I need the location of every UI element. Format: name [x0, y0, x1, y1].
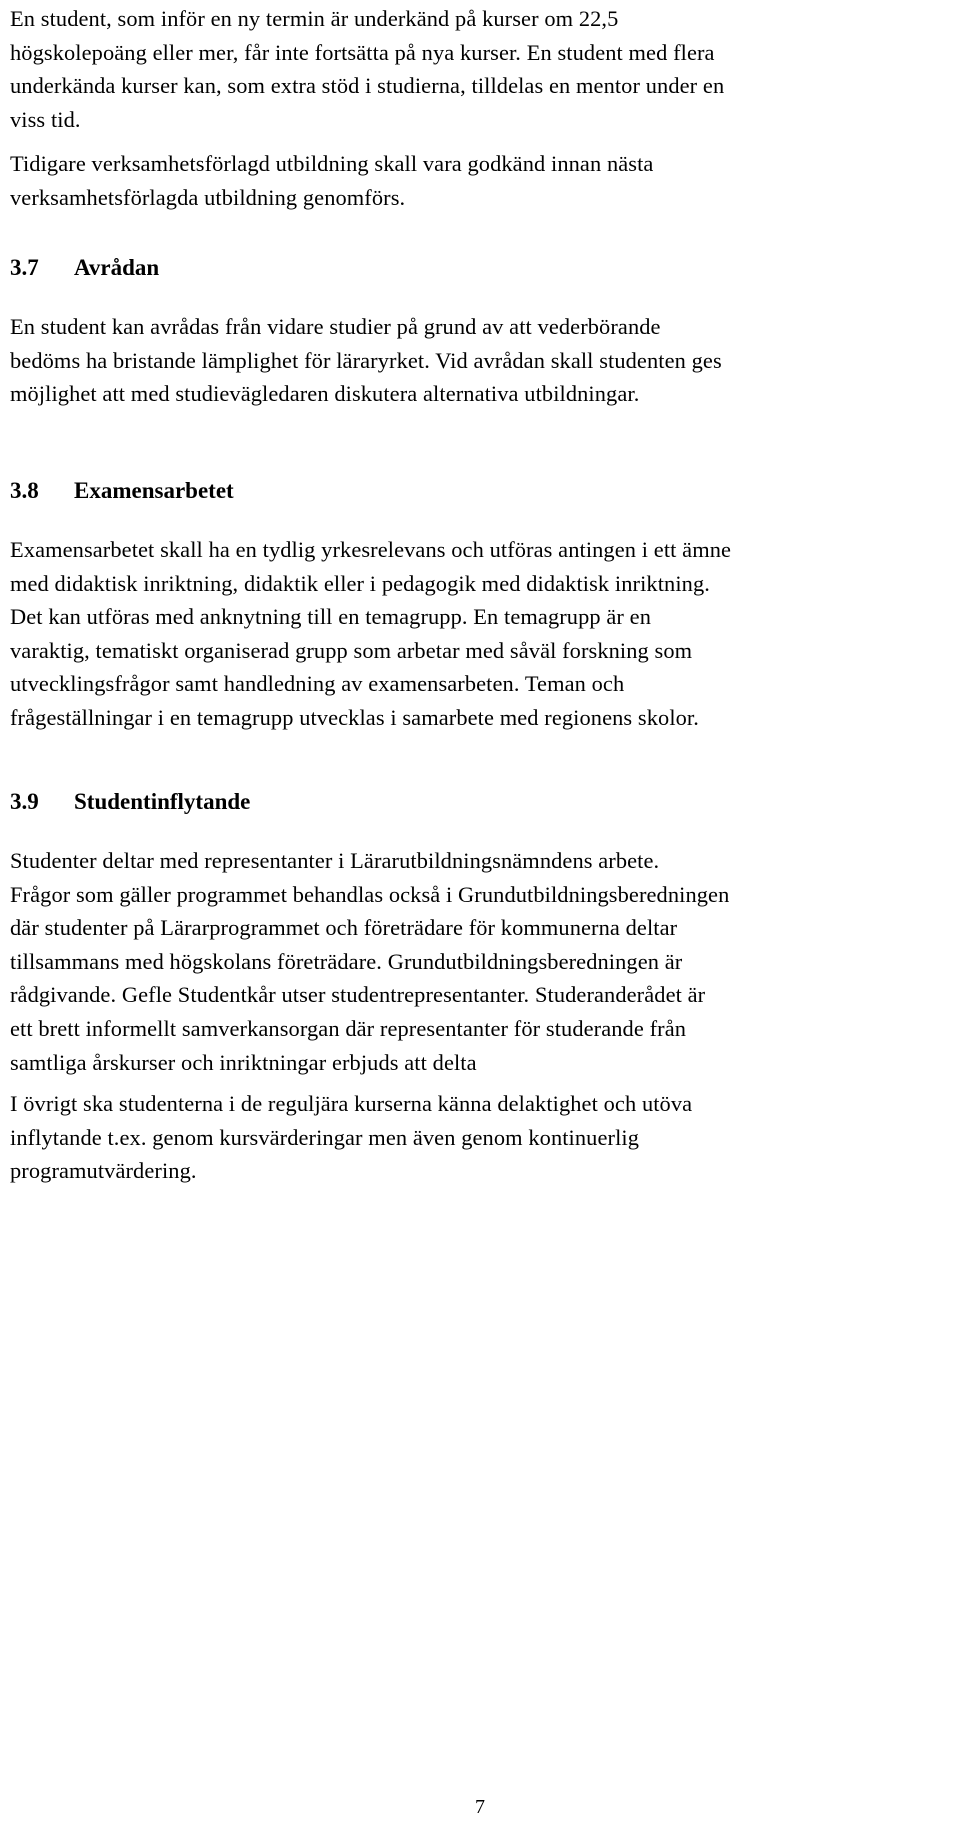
text-line: bedöms ha bristande lämplighet för läraryrket. Vid avrådan skall studenten ges [10, 347, 722, 373]
text-line: Studenter deltar med representanter i Lärarutbildningsnämndens arbete. [10, 848, 660, 873]
text-line: med didaktisk inriktning, didaktik eller i pedagogik med didaktisk inriktning. [10, 570, 710, 596]
text-line: tillsammans med högskolans företrädare. Grundutbildningsberedningen är [10, 948, 683, 974]
paragraph-studentinflytande [10, 844, 950, 1079]
section-title: Studentinflytande [74, 789, 251, 814]
section-number: 3.9 [10, 789, 39, 814]
section-number: 3.7 [10, 255, 39, 280]
paragraph-examensarbetet [10, 533, 950, 735]
text-line: samtliga årskurser och inriktningar erbjuds att delta [10, 1049, 477, 1075]
text-line: Det kan utföras med anknytning till en temagrupp. En temagrupp är en [10, 604, 652, 630]
text-line: verksamhetsförlagda utbildning genomförs. [10, 184, 406, 210]
text-line: frågeställningar i en temagrupp utvecklas i samarbete med regionens skolor. [10, 704, 699, 730]
text-line: programutvärdering. [10, 1158, 197, 1184]
text-line: Frågor som gäller programmet behandlas också i Grundutbildningsberedningen [10, 881, 730, 907]
paragraph-failed-courses [10, 2, 950, 136]
page-number: 7 [475, 1796, 485, 1818]
section-number: 3.8 [10, 478, 39, 503]
text-line: Examensarbetet skall ha en tydlig yrkesrelevans och utföras antingen i ett ämne [10, 537, 732, 562]
text-line: utvecklingsfrågor samt handledning av examensarbeten. Teman och [10, 671, 625, 697]
text-line: möjlighet att med studievägledaren diskutera alternativa utbildningar. [10, 381, 640, 407]
section-heading-examensarbetet [10, 476, 234, 506]
section-title: Examensarbetet [74, 478, 234, 503]
paragraph-ovrigt-inflytande [10, 1087, 950, 1188]
text-line: underkända kurser kan, som extra stöd i studierna, tilldelas en mentor under en [10, 73, 725, 99]
text-line: ett brett informellt samverkansorgan där representanter för studerande från [10, 1015, 687, 1041]
paragraph-vfu-requirement [10, 147, 950, 214]
text-line: rådgivande. Gefle Studentkår utser studentrepresentanter. Studeranderådet är [10, 982, 706, 1008]
text-line: En student kan avrådas från vidare studier på grund av att vederbörande [10, 314, 661, 339]
text-line: varaktig, tematiskt organiserad grupp som arbetar med såväl forskning som [10, 637, 693, 663]
section-title: Avrådan [74, 255, 160, 280]
text-line: Tidigare verksamhetsförlagd utbildning skall vara godkänd innan nästa [10, 151, 654, 176]
text-line: högskolepoäng eller mer, får inte fortsätta på nya kurser. En student med flera [10, 39, 715, 65]
section-heading-studentinflytande [10, 787, 250, 817]
text-line: viss tid. [10, 106, 81, 132]
text-line: inflytande t.ex. genom kursvärderingar men även genom kontinuerlig [10, 1124, 639, 1150]
text-line: I övrigt ska studenterna i de reguljära kurserna känna delaktighet och utöva [10, 1091, 693, 1116]
text-line: där studenter på Lärarprogrammet och företrädare för kommunerna deltar [10, 915, 678, 941]
text-line: En student, som inför en ny termin är underkänd på kurser om 22,5 [10, 6, 619, 31]
paragraph-avradan [10, 310, 950, 411]
section-heading-avradan [10, 253, 159, 283]
